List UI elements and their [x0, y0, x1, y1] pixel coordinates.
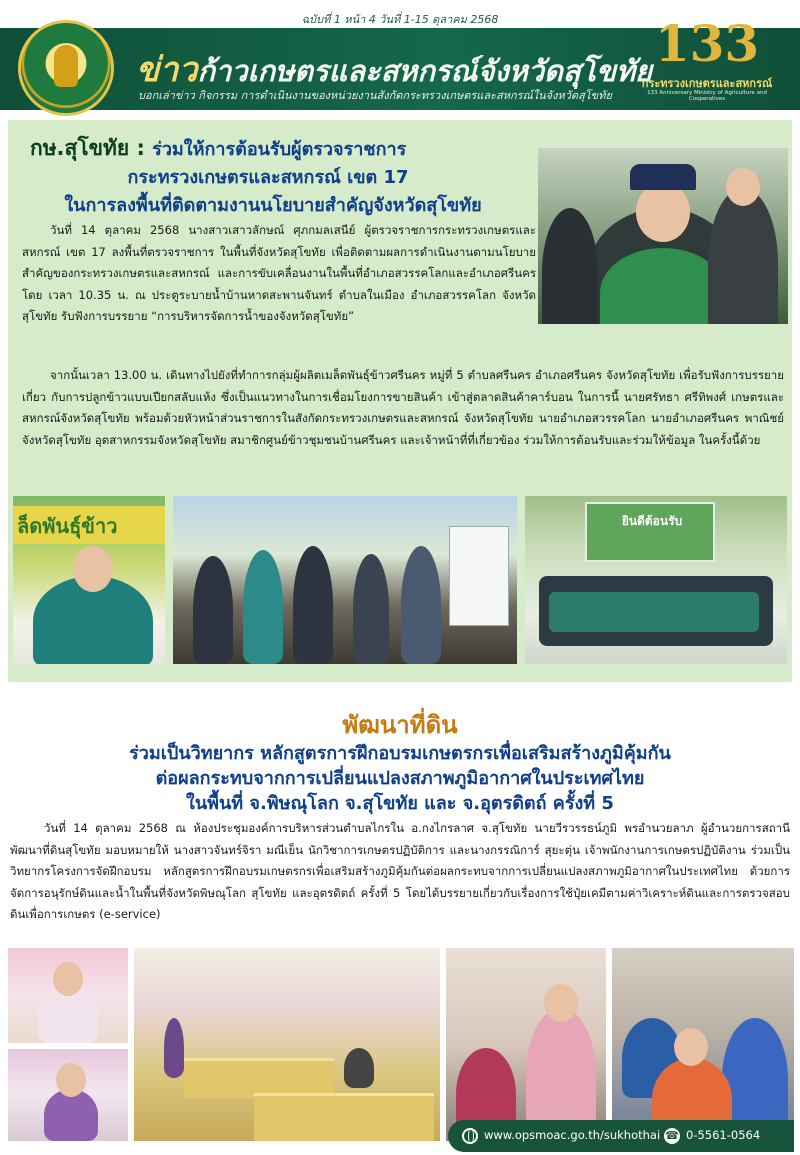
- participants-working-photo: [446, 948, 606, 1141]
- article1-paragraph2: จากนั้นเวลา 13.00 น. เดินทางไปยังที่ทำการกลุ่มผู้ผลิตเมล็ดพันธุ์ข้าวศรีนคร หมู่ที่ 5 ตำบลศรีนคร อำเภอศรีนคร จังหวัดสุโขทัย เพื่อรับฟังการบรรยายเกี่ยว กับการปลูกข้าวแบบเปียกสลับแห้ง ซึ่งเป็นแนวทางในการเชื่อมโยงการขายสินค้า เข้าสู่ตลาดสินค้าคาร์บอน ในการนี้ นายศรัทธา ศรีทิพงศ์ เกษตรและสหกรณ์จังหวัดสุโขทัย พร้อมด้วยหัวหน้าส่วนราชการในสังกัดกระทรวงเกษตรและสหกรณ์ จังหวัดสุโขทัย นายอำเภอสวรรคโลก นายอำเภอศรีนคร พาณิชย์จังหวัดสุโขทัย อุตสาหกรรมจังหวัดสุโขทัย สมาชิกศูนย์ข้าวชุมชนบ้านศรีนคร และเจ้าหน้าที่ที่เกี่ยวข้อง ร่วมให้การต้อนรับและร่วมให้ข้อมูล ในครั้งนี้ด้วย: [22, 368, 784, 447]
- welcome-banner-text: ยินดีต้อนรับ: [621, 514, 683, 528]
- article2-heading-line1: ร่วมเป็นวิทยากร หลักสูตรการฝึกอบรมเกษตรกรเพื่อเสริมสร้างภูมิคุ้มกัน: [129, 743, 671, 764]
- article2-heading-line3: ในพื้นที่ จ.พิษณุโลก จ.สุโขทัย และ จ.อุตรดิตถ์ ครั้งที่ 5: [186, 793, 614, 814]
- issue-line: ฉบับที่ 1 หน้า 4 วันที่ 1-15 ตุลาคม 2568: [301, 13, 499, 26]
- ministry-seal-logo: [18, 20, 114, 116]
- phone-icon: ☎: [665, 1129, 679, 1142]
- newsletter-title: ข่าวก้าวเกษตรและสหกรณ์จังหวัดสุโขทัย: [136, 50, 653, 90]
- speaker-microphone-photo-2: [8, 1049, 128, 1141]
- training-room-photo: [134, 948, 440, 1141]
- article-inspector-visit: [8, 120, 792, 682]
- anniversary-logo: [632, 14, 782, 104]
- article1-heading-line1: กษ.สุโขทัย : ร่วมให้การต้อนรับผู้ตรวจราชการ: [30, 136, 407, 160]
- article1-heading-line2: กระทรวงเกษตรและสหกรณ์ เขต 17: [127, 167, 409, 188]
- footer-contact-bar: [448, 1120, 794, 1152]
- inspector-portrait-photo: [538, 148, 788, 324]
- section-title-land-development: พัฒนาที่ดิน: [342, 711, 458, 739]
- globe-icon: [462, 1128, 478, 1144]
- seed-group-speaker-photo: [13, 496, 165, 664]
- newsletter-subtitle: บอกเล่าข่าว กิจกรรม การดำเนินงานของหน่วยงานสังกัดกระทรวงเกษตรและสหกรณ์ในจังหวัดสุโขทัย: [138, 89, 612, 102]
- anniversary-number: 133: [654, 14, 760, 73]
- footer-phone-number: 0-5561-0564: [686, 1128, 761, 1142]
- article2-heading-line2: ต่อผลกระทบจากการเปลี่ยนแปลงสภาพภูมิอากาศในประเทศไทย: [155, 768, 645, 789]
- speaker-microphone-photo-1: [8, 948, 128, 1043]
- anniversary-english: 133 Anniversary Ministry of Agriculture and Cooperatives: [647, 90, 767, 102]
- article2-paragraph: วันที่ 14 ตุลาคม 2568 ณ ห้องประชุมองค์การบริหารส่วนตำบลไกรใน อ.กงไกรลาศ จ.สุโขทัย นายวีรวรรธน์ภูมิ พรอำนวยลาภ ผู้อำนวยการสถานีพัฒนาที่ดินสุโขทัย มอบหมายให้ นางสาวจันทร์จิรา มณีเย็น นักวิชาการเกษตรปฏิบัติการ และนางกรรณิการ์ สุยะตุ่น เจ้าพนักงานการเกษตรปฏิบัติงาน ร่วมเป็นวิทยากรโครงการจัดฝึกอบรม หลักสูตรการฝึกอบรมเกษตรกรเพื่อเสริมสร้างภูมิคุ้มกันต่อผลกระทบจากการเปลี่ยนแปลงสภาพภูมิอากาศในประเทศไทย ด้วยการจัดการอนุรักษ์ดินและน้ำในพื้นที่จังหวัดพิษณุโลก สุโขทัย และอุตรดิตถ์ ครั้งที่ 5 โดยได้บรรยายเกี่ยวกับเรื่องการใช้ปุ๋ยเคมีตามค่าวิเคราะห์ดินและการตรวจสอบดินเพื่อการเกษตร (e-service): [10, 821, 790, 921]
- footer-website-link[interactable]: www.opsmoac.go.th/sukhothai: [484, 1128, 661, 1142]
- anniversary-ministry-name: กระทรวงเกษตรและสหกรณ์: [641, 77, 773, 90]
- site-visit-group-photo: [173, 496, 517, 664]
- seed-banner-text: ล็ดพันธุ์ข้าว: [17, 514, 118, 538]
- article1-heading-line3: ในการลงพื้นที่ติดตามงานนโยบายสำคัญจังหวัดสุโขทัย: [64, 195, 482, 216]
- participants-group-photo: [612, 948, 794, 1141]
- welcome-group-photo: [525, 496, 787, 664]
- article1-paragraph1: วันที่ 14 ตุลาคม 2568 นางสาวเสาวลักษณ์ ศุภกมลเสนีย์ ผู้ตรวจราชการกระทรวงเกษตรและสหกรณ์ เขต 17 ลงพื้นที่ตรวจราชการ ในพื้นที่จังหวัดสุโขทัย เพื่อติดตามผลการดำเนินงานตามนโยบายสำคัญของกระทรวงเกษตรและสหกรณ์ และการขับเคลื่อนงานในพื้นที่อำเภอสวรรคโลกและอำเภอศรีนคร โดย เวลา 10.35 น. ณ ประตูระบายน้ำบ้านหาดสะพานจันทร์ ตำบลในเมือง อำเภอสวรรคโลก จังหวัดสุโขทัย รับฟังการบรรยาย “การบริหารจัดการน้ำของจังหวัดสุโขทัย”: [22, 223, 536, 323]
